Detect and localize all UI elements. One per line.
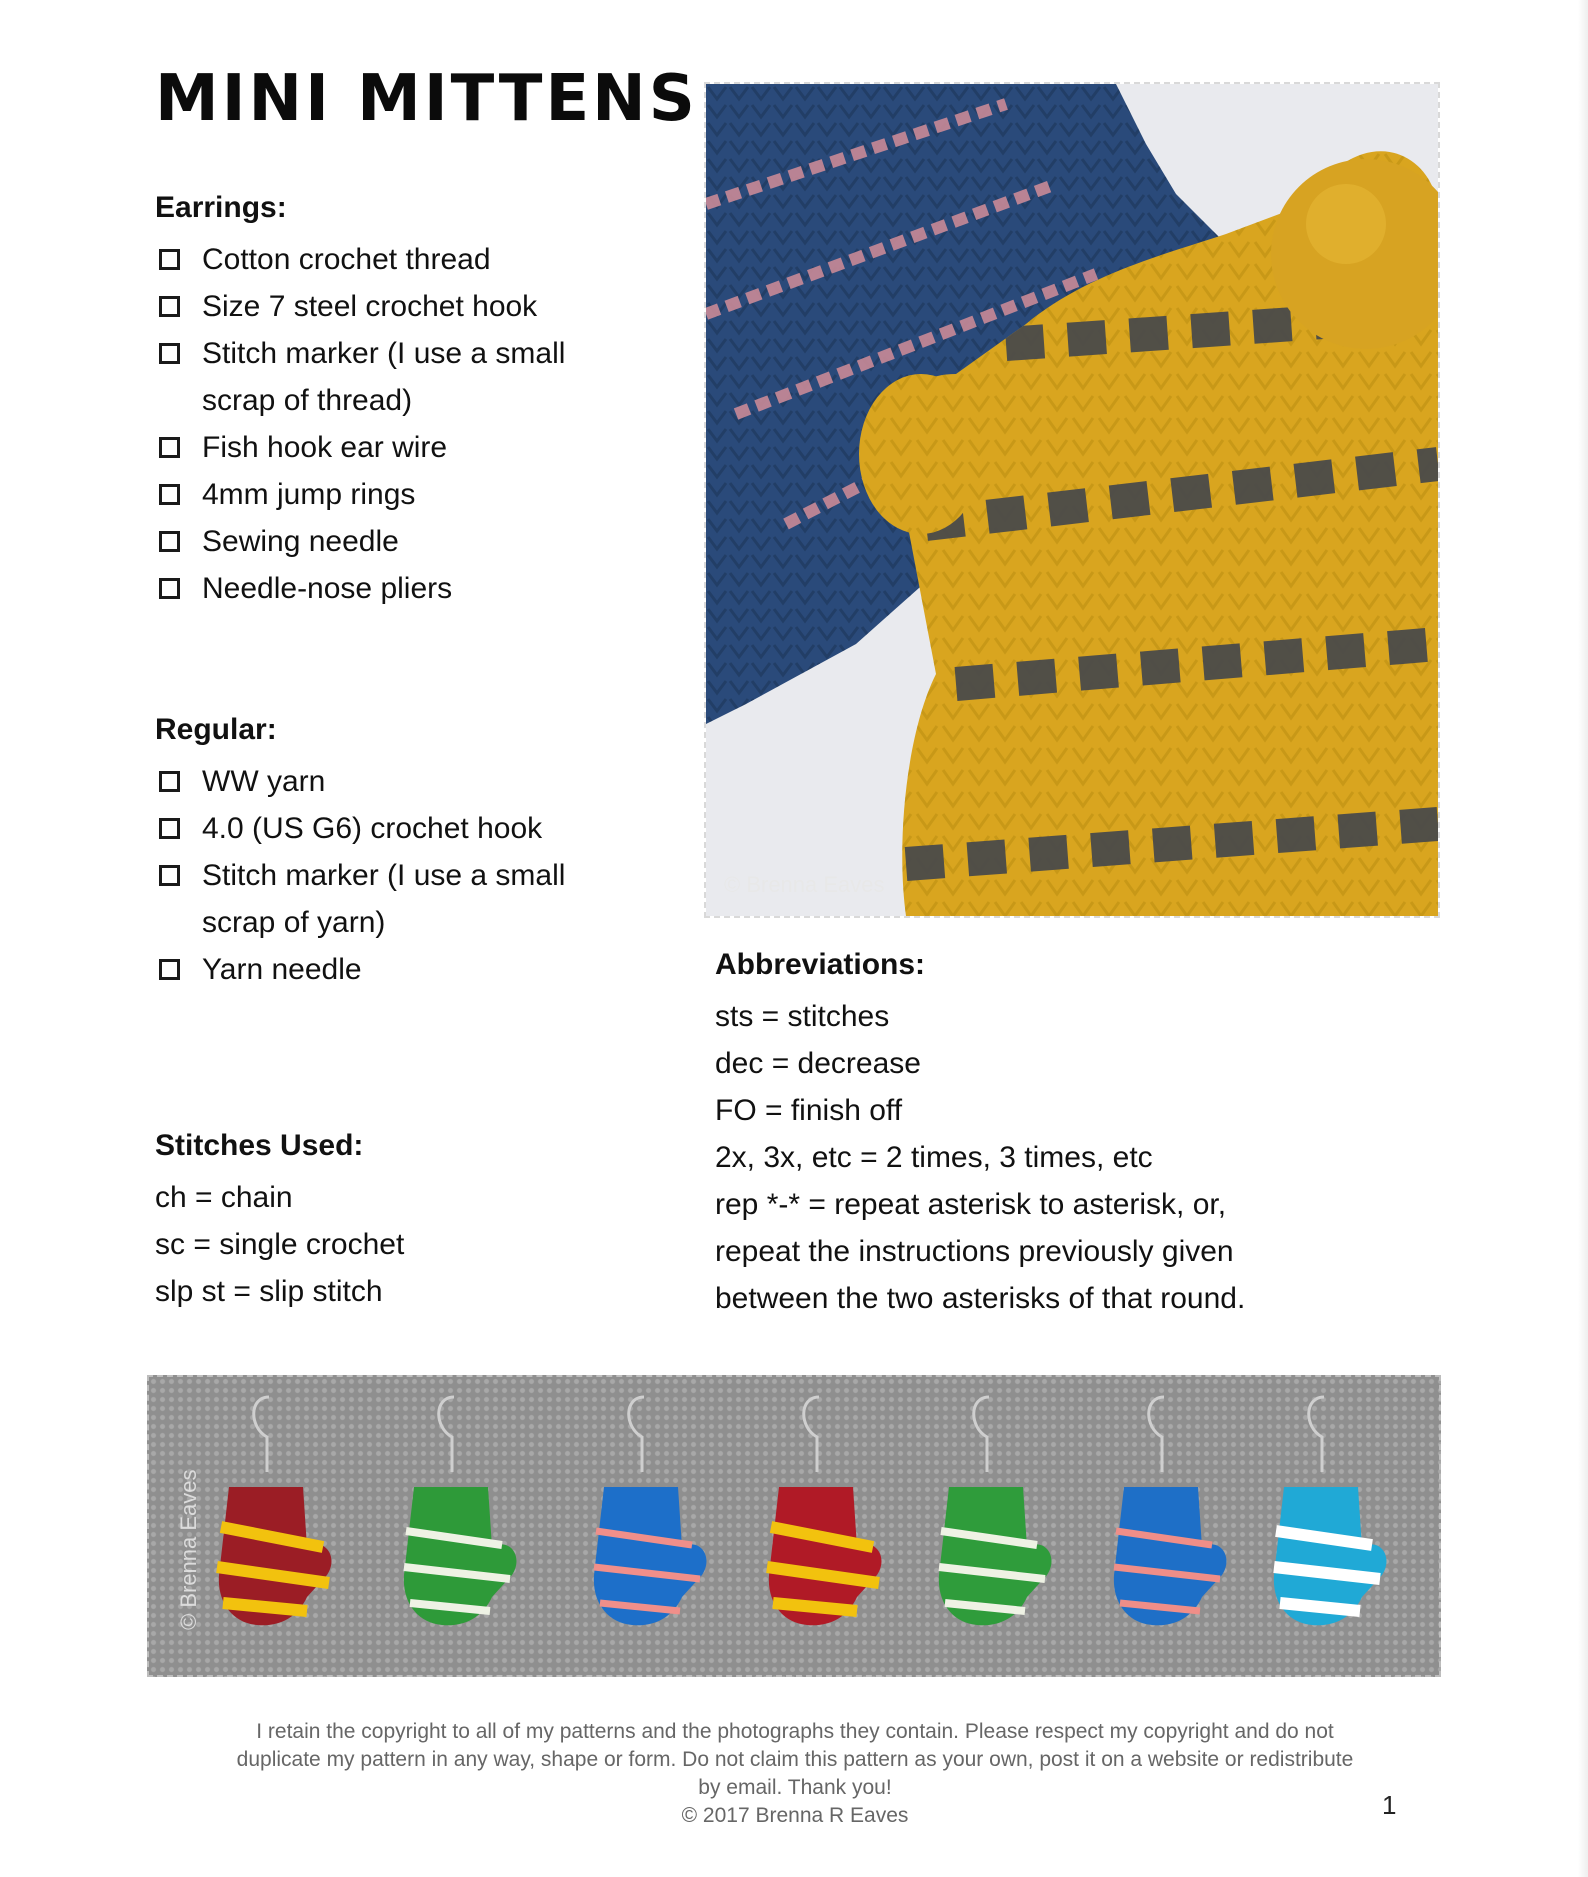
strip-watermark: © Brenna Eaves — [176, 1469, 201, 1630]
footer-copyright: © 2017 Brenna R Eaves — [681, 1804, 909, 1827]
checklist-item: Yarn needle — [155, 946, 675, 993]
regular-section — [155, 712, 675, 993]
footer-line: duplicate my pattern in any way, shape or form. Do not claim this pattern as your own, post it on a website or redistribute — [236, 1748, 1354, 1771]
list-item: repeat the instructions previously given — [715, 1235, 1234, 1268]
checkbox-icon[interactable] — [159, 343, 180, 364]
checklist-item: 4.0 (US G6) crochet hook — [155, 805, 675, 852]
footer-line: by email. Thank you! — [698, 1776, 892, 1799]
abbreviations-section — [715, 947, 1455, 1322]
ear-wire-hooks — [254, 1397, 1324, 1472]
checklist-item: Fish hook ear wire — [155, 424, 675, 471]
mitten-earring-5 — [939, 1487, 1052, 1625]
mitten-earring-2 — [404, 1487, 517, 1625]
list-item: dec = decrease — [715, 1047, 921, 1080]
list-item: 2x, 3x, etc = 2 times, 3 times, etc — [715, 1141, 1153, 1174]
checkbox-icon[interactable] — [159, 959, 180, 980]
abbreviations-list — [715, 993, 1455, 1322]
earrings-row-photo — [147, 1375, 1441, 1677]
checklist-item-continuation: scrap of yarn) — [202, 906, 386, 939]
photo-watermark: © Brenna Eaves — [724, 872, 885, 897]
list-item: between the two asterisks of that round. — [715, 1282, 1246, 1315]
mitten-closeup-photo — [704, 82, 1440, 918]
mitten-earring-6 — [1114, 1487, 1227, 1625]
checklist-item: Size 7 steel crochet hook — [155, 283, 675, 330]
copyright-footer — [150, 1718, 1440, 1830]
page-title: MINI MITTENS — [155, 62, 698, 136]
page-number: 1 — [1382, 1790, 1397, 1820]
checkbox-icon[interactable] — [159, 865, 180, 886]
footer-line: I retain the copyright to all of my patterns and the photographs they contain. Please respect my copyright and do not — [256, 1720, 1334, 1743]
checklist-item: Stitch marker (I use a small — [155, 330, 675, 377]
checklist-item: 4mm jump rings — [155, 471, 675, 518]
checkbox-icon[interactable] — [159, 578, 180, 599]
checkbox-icon[interactable] — [159, 437, 180, 458]
checklist-item-continuation: scrap of thread) — [202, 384, 413, 417]
mitten-earring-3 — [594, 1487, 707, 1625]
list-item: sc = single crochet — [155, 1228, 405, 1261]
checkbox-icon[interactable] — [159, 249, 180, 270]
checklist-item: Sewing needle — [155, 518, 675, 565]
stitches-section — [155, 1128, 675, 1315]
checklist-item: Needle-nose pliers — [155, 565, 675, 612]
regular-checklist — [155, 758, 675, 993]
earrings-checklist — [155, 236, 675, 612]
mitten-earring-1 — [217, 1487, 331, 1625]
earrings-row-illustration — [149, 1377, 1439, 1675]
abbreviations-heading: Abbreviations: — [715, 948, 926, 981]
stitches-list — [155, 1174, 675, 1315]
stitches-heading: Stitches Used: — [155, 1129, 364, 1162]
list-item: ch = chain — [155, 1181, 293, 1214]
earrings-section — [155, 190, 675, 612]
earrings-heading: Earrings: — [155, 191, 287, 224]
checkbox-icon[interactable] — [159, 771, 180, 792]
list-item: slp st = slip stitch — [155, 1275, 383, 1308]
list-item: sts = stitches — [715, 1000, 890, 1033]
checklist-item: WW yarn — [155, 758, 675, 805]
checkbox-icon[interactable] — [159, 531, 180, 552]
regular-heading: Regular: — [155, 713, 277, 746]
checklist-item: Cotton crochet thread — [155, 236, 675, 283]
checkbox-icon[interactable] — [159, 296, 180, 317]
mitten-earring-4 — [767, 1487, 881, 1625]
mitten-closeup-illustration — [706, 84, 1438, 916]
checkbox-icon[interactable] — [159, 818, 180, 839]
list-item: FO = finish off — [715, 1094, 903, 1127]
checklist-item: Stitch marker (I use a small — [155, 852, 675, 899]
page-edge-shadow — [1578, 0, 1588, 1877]
list-item: rep *-* = repeat asterisk to asterisk, or, — [715, 1188, 1227, 1221]
mitten-earring-7 — [1274, 1487, 1387, 1625]
checkbox-icon[interactable] — [159, 484, 180, 505]
